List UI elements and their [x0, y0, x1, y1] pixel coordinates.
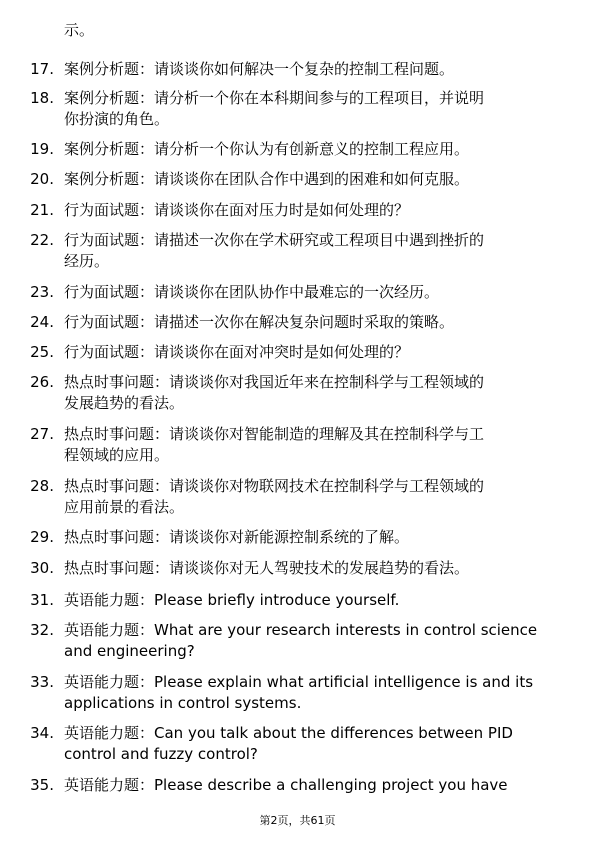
question-number: 20.	[30, 170, 54, 188]
question-number: 30.	[30, 559, 54, 577]
question-line: 程领域的应用。	[64, 446, 170, 464]
question-line: 应用前景的看法。	[64, 498, 185, 516]
question-number: 17.	[30, 60, 54, 78]
question-number: 31.	[30, 591, 54, 609]
page-footer: 第2页，共61页	[259, 814, 336, 827]
question-text	[64, 476, 564, 518]
question-line: 发展趋势的看法。	[64, 394, 185, 412]
question-line: 英语能力题：Please describe a challenging project you have	[64, 776, 508, 794]
question-line: 你扮演的角色。	[64, 110, 170, 128]
question-line: 热点时事问题：请谈谈你对无人驾驶技术的发展趋势的看法。	[64, 559, 470, 577]
question-line: 案例分析题：请分析一个你在本科期间参与的工程项目，并说明	[64, 89, 485, 107]
question-text	[64, 88, 564, 130]
question-number: 18.	[30, 89, 54, 107]
question-text	[64, 723, 564, 765]
question-line: 行为面试题：请谈谈你在团队协作中最难忘的一次经历。	[64, 283, 440, 301]
question-text	[64, 312, 564, 333]
question-number: 33.	[30, 673, 54, 691]
question-text	[64, 200, 564, 221]
question-text	[64, 424, 564, 466]
question-text	[64, 620, 564, 662]
question-line: control and fuzzy control?	[64, 745, 258, 763]
question-number: 22.	[30, 231, 54, 249]
question-line: 案例分析题：请谈谈你在团队合作中遇到的困难和如何克服。	[64, 170, 470, 188]
question-line: 英语能力题：Can you talk about the differences between PID	[64, 724, 513, 742]
question-line: 英语能力题：What are your research interests in control science	[64, 621, 538, 639]
question-line: 行为面试题：请谈谈你在面对冲突时是如何处理的？	[64, 343, 410, 361]
question-number: 19.	[30, 140, 54, 158]
question-number: 26.	[30, 373, 54, 391]
question-number: 32.	[30, 621, 54, 639]
question-line: 热点时事问题：请谈谈你对智能制造的理解及其在控制科学与工	[64, 425, 485, 443]
question-number: 25.	[30, 343, 54, 361]
question-text	[64, 169, 564, 190]
question-line: 案例分析题：请谈谈你如何解决一个复杂的控制工程问题。	[64, 60, 455, 78]
question-text	[64, 372, 564, 414]
question-text	[64, 775, 564, 796]
question-line: 英语能力题：Please explain what artificial intelligence is and its	[64, 673, 534, 691]
question-text	[64, 230, 564, 272]
question-text	[64, 558, 564, 579]
question-text	[64, 139, 564, 160]
question-number: 29.	[30, 528, 54, 546]
question-text	[64, 59, 564, 80]
question-line: applications in control systems.	[64, 694, 302, 712]
question-line: 行为面试题：请谈谈你在面对压力时是如何处理的？	[64, 201, 410, 219]
question-line: 英语能力题：Please briefly introduce yourself.	[64, 591, 400, 609]
question-number: 23.	[30, 283, 54, 301]
question-line: and engineering?	[64, 642, 195, 660]
question-text	[64, 672, 564, 714]
question-number: 27.	[30, 425, 54, 443]
question-number: 35.	[30, 776, 54, 794]
question-number: 28.	[30, 477, 54, 495]
question-line: 经历。	[64, 252, 110, 270]
question-line: 热点时事问题：请谈谈你对物联网技术在控制科学与工程领域的	[64, 477, 485, 495]
question-number: 21.	[30, 201, 54, 219]
question-number: 34.	[30, 724, 54, 742]
question-line: 热点时事问题：请谈谈你对我国近年来在控制科学与工程领域的	[64, 373, 485, 391]
question-line: 行为面试题：请描述一次你在学术研究或工程项目中遇到挫折的	[64, 231, 485, 249]
question-text	[64, 282, 564, 303]
question-line: 热点时事问题：请谈谈你对新能源控制系统的了解。	[64, 528, 410, 546]
question-line: 案例分析题：请分析一个你认为有创新意义的控制工程应用。	[64, 140, 470, 158]
question-text	[64, 342, 564, 363]
question-number: 24.	[30, 313, 54, 331]
question-line: 行为面试题：请描述一次你在解决复杂问题时采取的策略。	[64, 313, 455, 331]
question-text	[64, 590, 564, 611]
question-text	[64, 527, 564, 548]
continuation-text: 示。	[64, 21, 95, 39]
